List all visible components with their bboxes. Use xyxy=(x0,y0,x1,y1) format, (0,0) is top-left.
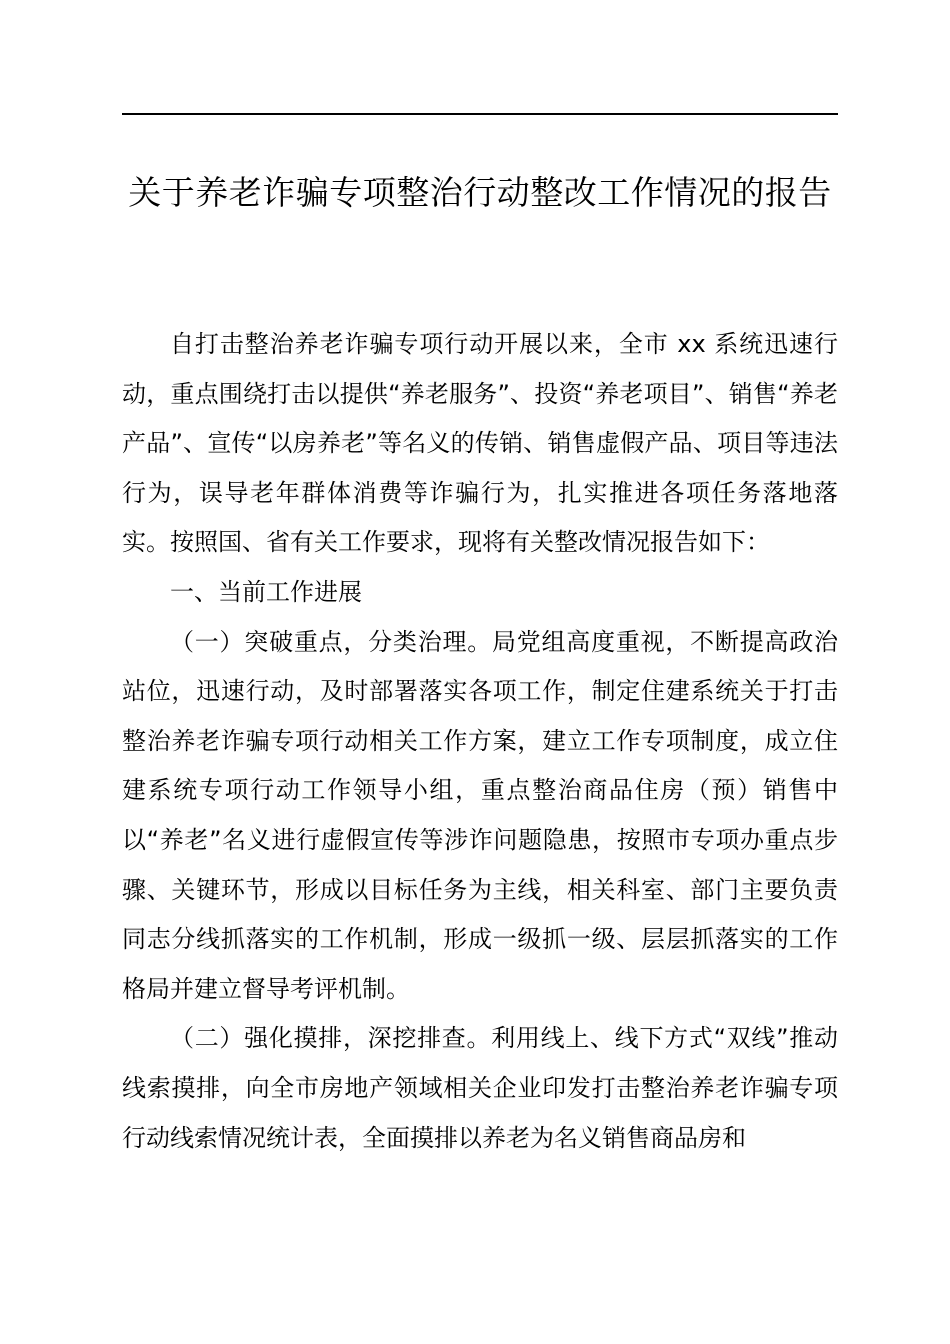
subsection-paragraph-1: （一）突破重点，分类治理。局党组高度重视，不断提高政治站位，迅速行动，及时部署落实各项工作，制定住建系统关于打击整治养老诈骗专项行动相关工作方案，建立工作专项制度，成立住建系统专项行动工作领导小组，重点整治商品住房（预）销售中以“养老”名义进行虚假宣传等涉诈问题隐患，按照市专项办重点步骤、关键环节，形成以目标任务为主线，相关科室、部门主要负责同志分线抓落实的工作机制，形成一级抓一级、层层抓落实的工作格局并建立督导考评机制。 xyxy=(122,627,838,1003)
document-body xyxy=(122,320,838,1163)
header-rule xyxy=(122,113,838,115)
subsection-paragraph-2: （二）强化摸排，深挖排查。利用线上、线下方式“双线”推动线索摸排，向全市房地产领域相关企业印发打击整治养老诈骗专项行动线索情况统计表，全面摸排以养老为名义销售商品房和 xyxy=(122,1024,838,1152)
intro-paragraph: 自打击整治养老诈骗专项行动开展以来，全市 xx 系统迅速行动，重点围绕打击以提供“养老服务”、投资“养老项目”、销售“养老产品”、宣传“以房养老”等名义的传销、销售虚假产品、项目等违法行为，误导老年群体消费等诈骗行为，扎实推进各项任务落地落实。按照国、省有关工作要求，现将有关整改情况报告如下： xyxy=(122,330,838,557)
section-heading-progress: 一、当前工作进展 xyxy=(170,577,362,606)
document-title: 关于养老诈骗专项整治行动整改工作情况的报告 xyxy=(128,173,832,212)
